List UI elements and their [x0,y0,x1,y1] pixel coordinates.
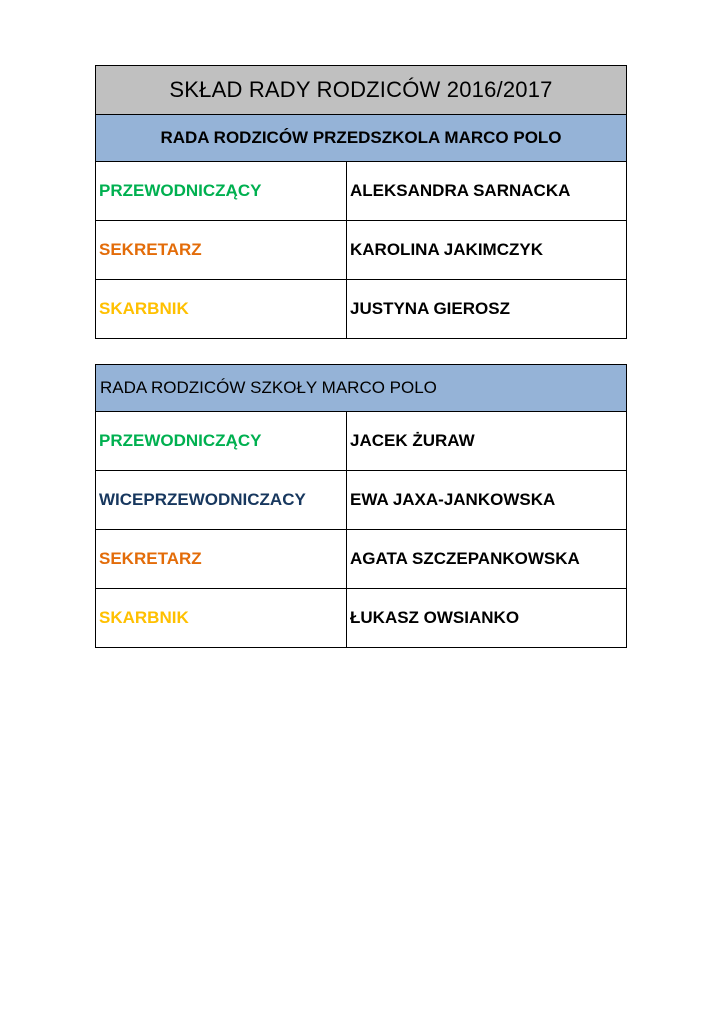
role-chair: PRZEWODNICZĄCY [96,162,347,220]
member-name: ŁUKASZ OWSIANKO [350,608,520,627]
table-row [96,530,626,589]
member-name: AGATA SZCZEPANKOWSKA [350,549,580,568]
school-section-heading: RADA RODZICÓW SZKOŁY MARCO POLO [96,365,626,412]
member-name: JACEK ŻURAW [350,431,475,450]
role-secretary: SEKRETARZ [96,221,347,279]
member-name: ALEKSANDRA SARNACKA [350,181,571,200]
role-treasurer: SKARBNIK [96,280,347,338]
table-row [96,589,626,647]
page-title: SKŁAD RADY RODZICÓW 2016/2017 [96,66,626,115]
role-chair: PRZEWODNICZĄCY [96,412,347,470]
role-treasurer: SKARBNIK [96,589,347,647]
preschool-council-table [95,65,627,339]
table-row [96,412,626,471]
member-name: KAROLINA JAKIMCZYK [350,240,543,259]
member-name: EWA JAXA-JANKOWSKA [350,490,556,509]
preschool-section-heading: RADA RODZICÓW PRZEDSZKOLA MARCO POLO [96,115,626,162]
role-vice-chair: WICEPRZEWODNICZACY [96,471,347,529]
school-council-table [95,364,627,648]
member-name: JUSTYNA GIEROSZ [350,299,510,318]
table-row [96,280,626,338]
table-row [96,471,626,530]
role-secretary: SEKRETARZ [96,530,347,588]
table-row [96,162,626,221]
table-row [96,221,626,280]
